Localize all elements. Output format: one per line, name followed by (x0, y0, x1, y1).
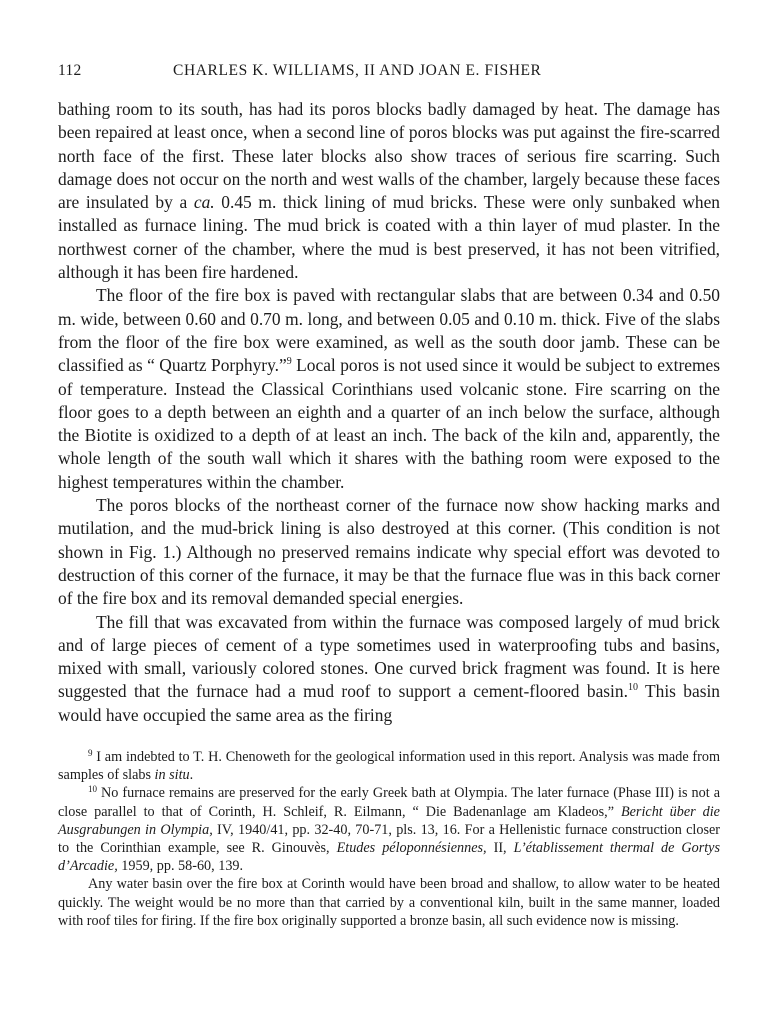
footnote-ref-10[interactable]: 10 (627, 682, 638, 694)
footnote-ref-9[interactable]: 9 (286, 356, 292, 368)
italic-ca: ca. (193, 192, 215, 213)
paragraph-1: bathing room to its south, has had its poros blocks badly damaged by heat. The damage has been repaired at least once, when a second line of poros blocks was put against the fire-scarred north face of the first. These later blocks also show traces of serious fire scarring. Such damage does not occur on the north and west walls of the chamber, largely because these faces are insulated by a ca. 0.45 m. thick lining of mud bricks. These were only sunbaked when installed as furnace lining. The mud brick is coated with a thin layer of mud plaster. In the northwest corner of the chamber, where the mud is best preserved, it has not been vitrified, although it has been fire hardened. (58, 99, 720, 283)
page-header (58, 56, 720, 86)
footnotes (58, 748, 720, 930)
footnote-10-continued: Any water basin over the fire box at Corinth would have been broad and shallow, to allow water to be heated quickly. The weight would be no more than that carried by a conventional kiln, built in the same manner, loaded with roof tiles for firing. If the fire box originally supported a bronze basin, all such evidence now is missing. (58, 876, 720, 929)
page-number: 112 (58, 62, 82, 79)
main-text (58, 98, 720, 727)
page (58, 56, 720, 930)
footnote-10: $^{10}$ No furnace remains are preserved for the early Greek bath at Olympia. The later furnace (Phase III) is not a close parallel to that of Corinth, H. Schleif, R. Eilmann, “ Die Badenanlage am Kladeos,” Bericht über die Ausgrabungen in Olympia, IV, 1940/41, pp. 32-40, 70-71, pls. 13, 16. For a Hellenistic furnace construction closer to the Corinthian example, see R. Ginouvès, Etudes péloponnésiennes, II, L’établissement thermal de Gortys d’Arcadie, 1959, pp. 58-60, 139. (58, 784, 721, 875)
paragraph-3: The poros blocks of the northeast corner of the furnace now show hacking marks and mutilation, and the mud-brick lining is also destroyed at this corner. (This condition is not shown in Fig. 1.) Although no preserved remains indicate why special effort was devoted to destruction of this corner of the furnace, it may be that the furnace flue was in this back corner of the fire box and its removal demanded special energies. (58, 495, 720, 609)
footnote-number: 10 (88, 784, 97, 795)
paragraph-2: The floor of the fire box is paved with rectangular slabs that are between 0.34 and 0.50 m. wide, between 0.60 and 0.70 m. long, and between 0.05 and 0.10 m. thick. Five of the slabs from the floor of the fire box were examined, as well as the south door jamb. These can be classified as “ Quartz Porphyry.”$^9$ Local poros is not used since it would be subject to extremes of temperature. Instead the Classical Corinthians used volcanic stone. Fire scarring on the floor goes to a depth between an eighth and a quarter of an inch below the surface, although the Biotite is oxidized to a depth of at least an inch. The back of the kiln and, apparently, the whole length of the south wall which it shares with the bathing room were exposed to the highest temperatures within the chamber. (58, 285, 720, 492)
running-title: CHARLES K. WILLIAMS, II AND JOAN E. FISHER (173, 62, 542, 79)
footnote-9: $^9$ I am indebted to T. H. Chenoweth for the geological information used in this report. Analysis was made from samples of slabs in situ. (58, 748, 720, 784)
footnote-number: 9 (88, 748, 93, 759)
paragraph-4: The fill that was excavated from within the furnace was composed largely of mud brick and of large pieces of cement of a type sometimes used in waterproofing tubs and basins, mixed with small, variously colored stones. One curved brick fragment was found. It is here suggested that the furnace had a mud roof to support a cement-floored basin.$^{10}$ This basin would have occupied the same area as the firing (58, 611, 720, 725)
